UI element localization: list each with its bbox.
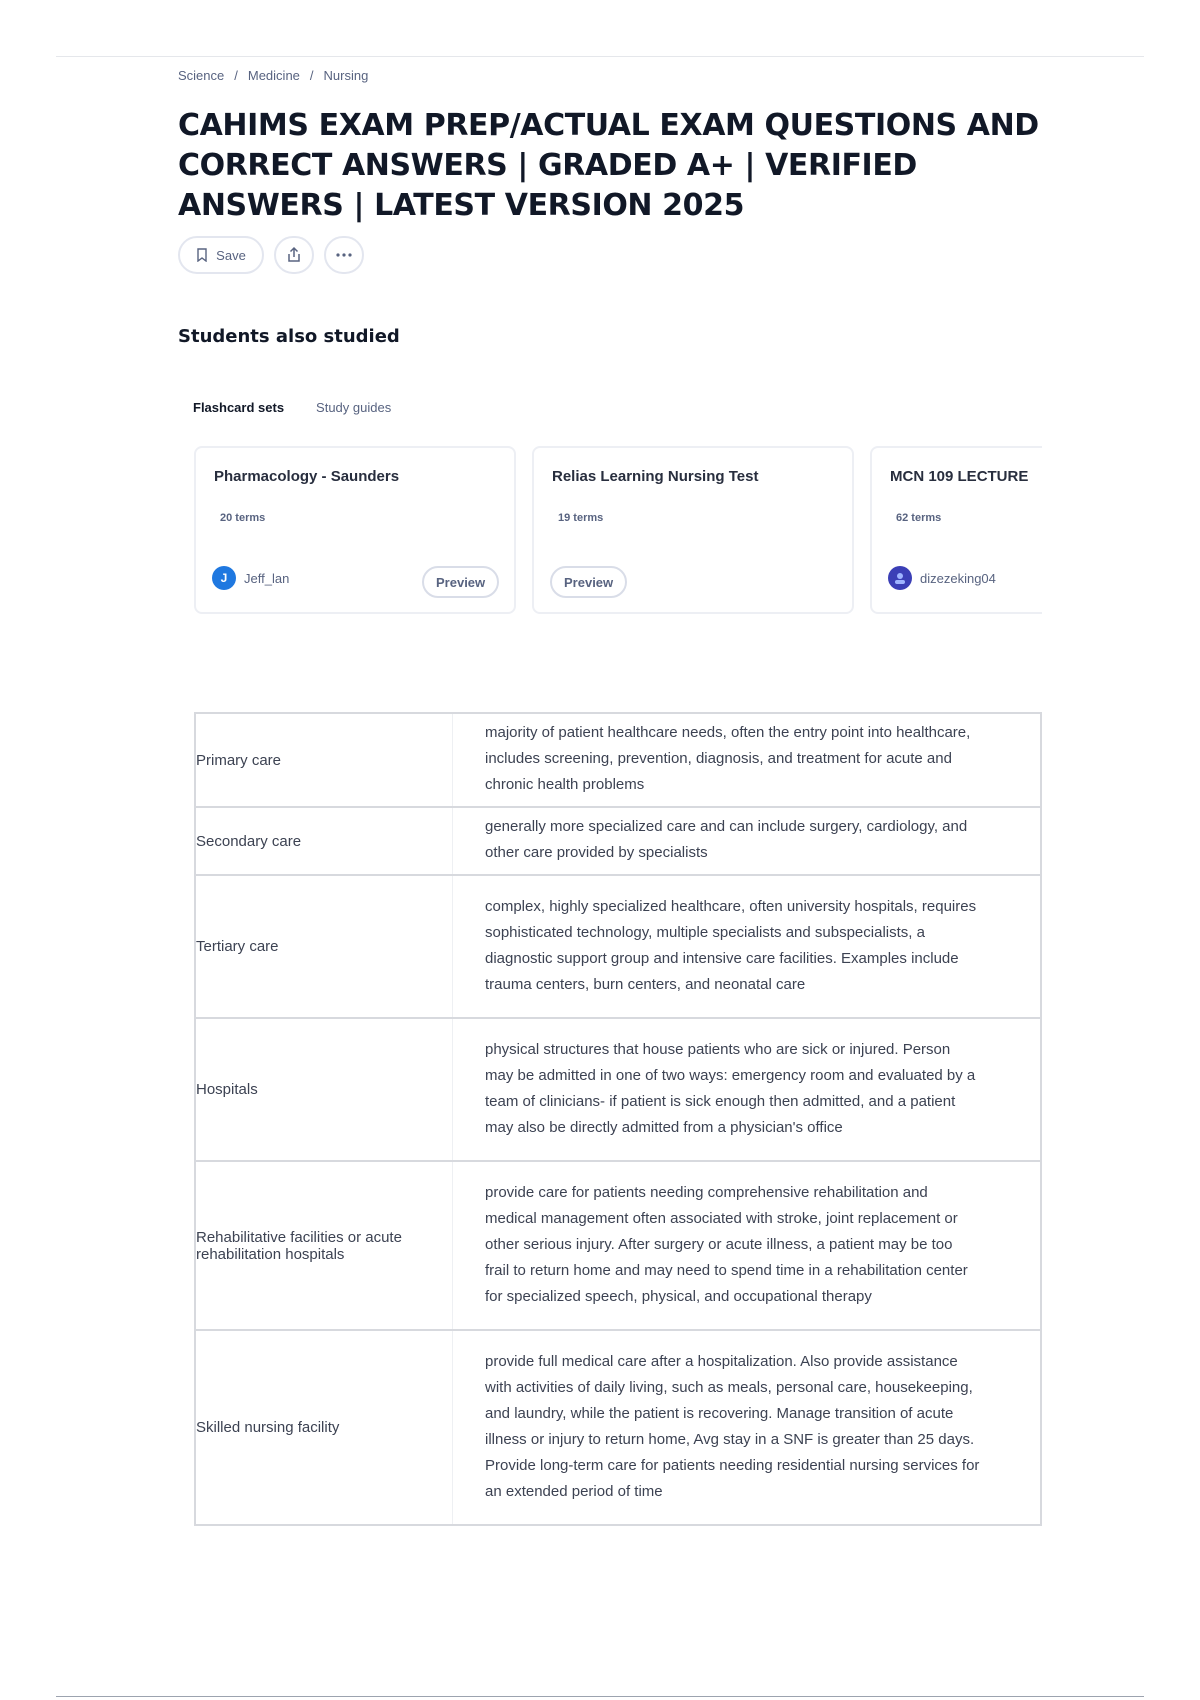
page-title: CAHIMS EXAM PREP/ACTUAL EXAM QUESTIONS AND CORRECT ANSWERS | GRADED A+ | VERIFIED ANSWERS | LATEST VERSION 2025 — [178, 108, 1039, 223]
study-card-author[interactable] — [888, 566, 996, 590]
study-card-terms: 62 terms — [896, 512, 942, 524]
study-card-author[interactable] — [212, 566, 289, 590]
breadcrumb — [178, 68, 368, 83]
table-row — [195, 1018, 1041, 1161]
bookmark-icon — [196, 248, 208, 262]
breadcrumb-item-science[interactable]: Science — [178, 68, 225, 83]
action-bar — [178, 236, 364, 274]
breadcrumb-item-nursing[interactable]: Nursing — [323, 68, 369, 83]
study-card-carousel — [194, 446, 1042, 616]
avatar: J — [212, 566, 236, 590]
study-card[interactable] — [532, 446, 854, 614]
term-cell: Skilled nursing facility — [195, 1330, 453, 1525]
terms-table — [194, 712, 1042, 1526]
tab-flashcard-sets[interactable]: Flashcard sets — [193, 400, 285, 415]
definition-cell: majority of patient healthcare needs, often the entry point into healthcare, includes screening, prevention, diagnosis, and treatment for acute and chronic health problems — [453, 713, 1042, 807]
more-options-button[interactable] — [324, 236, 364, 274]
breadcrumb-separator: / — [234, 68, 238, 83]
study-tabs — [193, 400, 391, 415]
definition-cell: generally more specialized care and can include surgery, cardiology, and other care provided by specialists — [453, 807, 1042, 875]
share-button[interactable] — [274, 236, 314, 274]
breadcrumb-item-medicine[interactable]: Medicine — [247, 68, 300, 83]
tab-study-guides[interactable]: Study guides — [316, 400, 392, 415]
table-row — [195, 713, 1041, 807]
students-also-studied-heading: Students also studied — [178, 326, 400, 347]
definition-cell: complex, highly specialized healthcare, often university hospitals, requires sophisticated technology, multiple specialists and subspecialists, a diagnostic support group and intensive care facilities. Examples include trauma centers, burn centers, and neonatal care — [453, 875, 1042, 1018]
study-card-terms: 19 terms — [558, 512, 604, 524]
avatar — [888, 566, 912, 590]
term-cell: Hospitals — [195, 1018, 453, 1161]
breadcrumb-separator: / — [309, 68, 314, 83]
table-row — [195, 1161, 1041, 1330]
author-name: dizezeking04 — [920, 570, 996, 586]
term-cell: Rehabilitative facilities or acute rehabilitation hospitals — [195, 1161, 453, 1330]
study-card[interactable] — [870, 446, 1042, 614]
table-row — [195, 1330, 1041, 1525]
bottom-divider — [56, 1696, 1144, 1697]
table-row — [195, 875, 1041, 1018]
author-name: Jeff_lan — [244, 570, 290, 586]
definition-cell: physical structures that house patients who are sick or injured. Person may be admitted in one of two ways: emergency room and evaluated by a team of clinicians- if patient is sick enough then admitted, and a patient may also be directly admitted from a physician's office — [453, 1018, 1042, 1161]
definition-cell: provide full medical care after a hospitalization. Also provide assistance with activities of daily living, such as meals, personal care, housekeeping, and laundry, while the patient is recovering. Manage transition of acute illness or injury to return home, Avg stay in a SNF is greater than 25 days. Provide long-term care for patients needing residential nursing services for an extended period of time — [453, 1330, 1042, 1525]
study-card[interactable] — [194, 446, 516, 614]
study-card-title[interactable]: Pharmacology - Saunders — [214, 468, 400, 485]
term-cell: Tertiary care — [195, 875, 453, 1018]
preview-button[interactable]: Preview — [550, 566, 627, 598]
term-cell: Primary care — [195, 713, 453, 807]
save-button-label: Save — [216, 247, 246, 263]
share-icon — [285, 246, 303, 264]
preview-button[interactable]: Preview — [422, 566, 499, 598]
study-card-title[interactable]: Relias Learning Nursing Test — [552, 468, 759, 485]
term-cell: Secondary care — [195, 807, 453, 875]
study-card-title[interactable]: MCN 109 LECTURE — [890, 468, 1029, 485]
table-row — [195, 807, 1041, 875]
definition-cell: provide care for patients needing comprehensive rehabilitation and medical management often associated with stroke, joint replacement or other serious injury. After surgery or acute illness, a patient may be too frail to return home and may need to spend time in a rehabilitation center for specialized speech, physical, and occupational therapy — [453, 1161, 1042, 1330]
top-divider — [56, 56, 1144, 57]
more-icon — [335, 252, 353, 258]
study-card-terms: 20 terms — [220, 512, 266, 524]
save-button[interactable] — [178, 236, 264, 274]
